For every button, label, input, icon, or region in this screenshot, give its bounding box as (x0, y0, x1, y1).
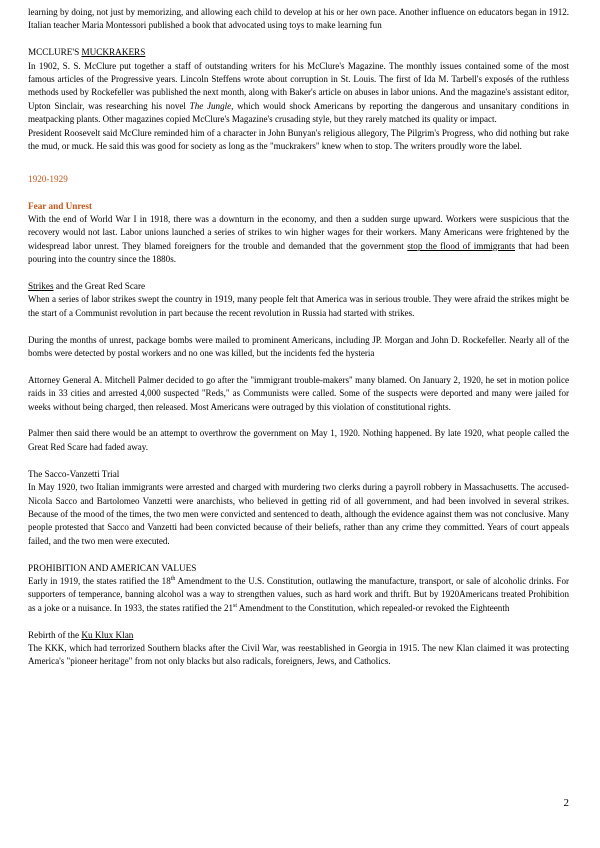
sacco-vanzetti-heading: The Sacco-Vanzetti Trial (28, 468, 120, 479)
page-number: 2 (563, 797, 569, 809)
the-jungle-title: The Jungle (189, 100, 232, 111)
muckrakers-heading: MCCLURE'S MUCKRAKERS (28, 47, 146, 58)
fear-unrest-paragraph: With the end of World War I in 1918, there was a downturn in the economy, and then a sudden surge upward. Workers were suspicious that the recovery would not last. Labor unions launched a series of strikes to win higher wages for their workers. Many Americans were frightened by the widespread labor unrest. They blamed foreigners for the trouble and demanded that the government stop the flood of immigrants that had been pouring into the country since the 1880s. (28, 214, 569, 265)
strikes-link[interactable]: Strikes (28, 281, 54, 292)
era-heading: 1920-1929 (28, 173, 68, 184)
strikes-paragraph-1: When a series of labor strikes swept the country in 1919, many people felt that America was in serious trouble. They were afraid the strikes might be the start of a Communist revolution in part because the recent revolution in Russia had started with strikes. (28, 294, 569, 318)
prohibition-paragraph: Early in 1919, the states ratified the 18th Amendment to the U.S. Constitution, outlawing the manufacture, transport, or sale of alcoholic drinks. For supporters of temperance, banning alcohol was a way to strengthen values, such as hard work and thrift. But by 1920Americans treated Prohibition as a joke or a nuisance. In 1933, the states ratified the 21st Amendment to the Constitution, which repealed-or revoked the Eighteenth (28, 575, 569, 613)
strikes-heading: Strikes and the Great Red Scare (28, 281, 146, 292)
intro-paragraph: learning by doing, not just by memorizing, and allowing each child to develop at his or her own pace. Another influence on educators began in 1912. Italian teacher Maria Montessori published a book that advocated using toys to make learning fun (28, 7, 569, 31)
fear-unrest-heading: Fear and Unrest (28, 200, 92, 211)
immigrants-link[interactable]: stop the flood of immigrants (407, 240, 515, 251)
strikes-paragraph-3: Attorney General A. Mitchell Palmer decided to go after the "immigrant trouble-makers" many blamed. On January 2, 1920, he set in motion police raids in 33 cities and arrested 4,000 suspected "Reds," as Communists were called. Some of the suspects were deported and many were jailed for weeks without being charged, then released. Most Americans were outraged by this violation of constitutional rights. (28, 374, 569, 412)
document-body (28, 6, 569, 669)
klan-heading: Rebirth of the Ku Klux Klan (28, 629, 134, 640)
strikes-paragraph-4: Palmer then said there would be an attempt to overthrow the government on May 1, 1920. Nothing happened. By late 1920, what people called the Great Red Scare had faded away. (28, 428, 569, 452)
prohibition-heading: PROHIBITION AND AMERICAN VALUES (28, 562, 197, 573)
strikes-paragraph-2: During the months of unrest, package bombs were mailed to prominent Americans, including JP. Morgan and John D. Rockefeller. Nearly all of the bombs were detected by postal workers and no one was killed, but the incidents fed the hysteria (28, 334, 569, 359)
muckrakers-paragraph-1: In 1902, S. S. McClure put together a staff of outstanding writers for his McClure's Magazine. The monthly issues contained some of the most famous articles of the Progressive years. Lincoln Steffens wrote about corruption in St. Louis. The first of Ida M. Tarbell's exposés of the ruthless methods used by Rockefeller was published the next month, along with Baker's article on abuses in labor unions. And the magazine's assistant editor, Upton Sinclair, was researching his novel The Jungle, which would shock Americans by reporting the dangerous and unsanitary conditions in meatpacking plants. Other magazines copied McClure's Magazine's crusading style, but they rarely matched its quality or impact. (28, 60, 569, 125)
ku-klux-klan-link[interactable]: Ku Klux Klan (81, 629, 134, 640)
klan-paragraph: The KKK, which had terrorized Southern blacks after the Civil War, was reestablished in Georgia in 1915. The new Klan claimed it was protecting America's "pioneer heritage" from not only blacks but also radicals, foreigners, Jews, and Catholics. (28, 642, 569, 667)
muckrakers-paragraph-2: President Roosevelt said McClure reminded him of a character in John Bunyan's religious allegory, The Pilgrim's Progress, who did nothing but rake the mud, or muck. He said this was good for society as long as the "muckrakers" knew when to stop. The writers proudly wore the label. (28, 127, 569, 152)
sacco-vanzetti-paragraph: In May 1920, two Italian immigrants were arrested and charged with murdering two clerks during a payroll robbery in Massachusetts. The accused-Nicola Sacco and Bartolomeo Vanzetti were anarchists, who believed in getting rid of all government, and had been involved in several strikes. Because of the mood of the times, the two men were convicted and sentenced to death, although the evidence against them was not conclusive. Many people protested that Sacco and Vanzetti had been convicted because of their beliefs, rather than any crime they committed. Years of court appeals failed, and the two men were executed. (28, 482, 569, 546)
muckrakers-link[interactable]: MUCKRAKERS (81, 47, 146, 58)
